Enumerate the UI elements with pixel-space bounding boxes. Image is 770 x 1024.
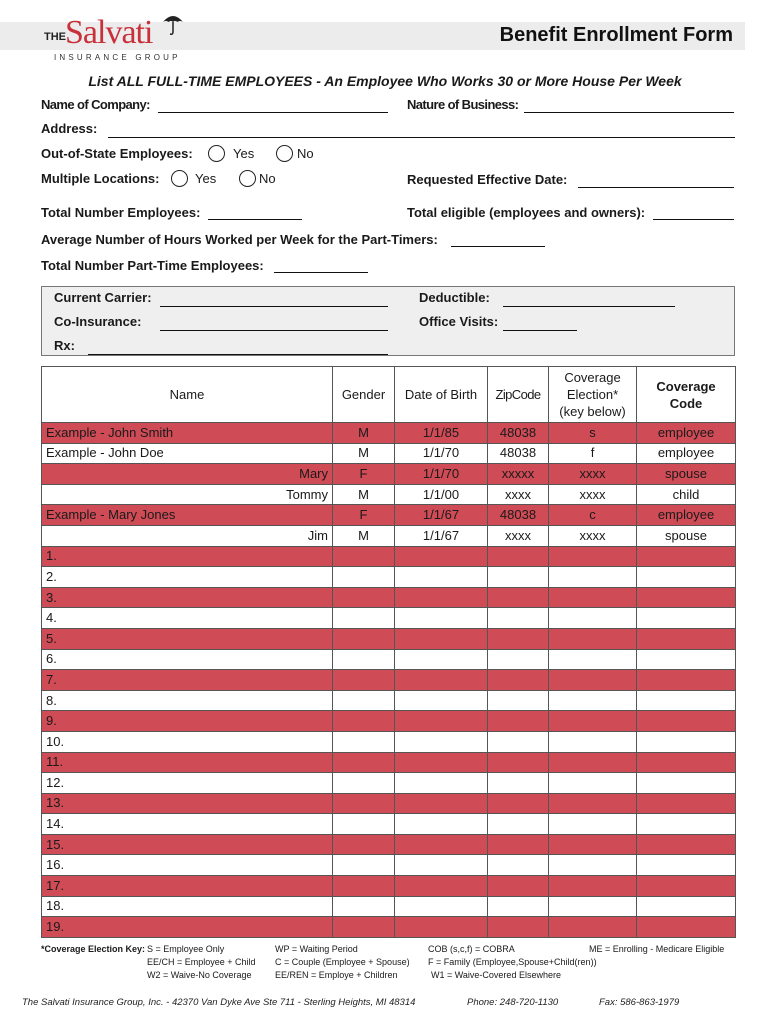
office-visits-input-line[interactable] — [503, 330, 577, 331]
cell-gender[interactable] — [333, 567, 395, 588]
total-eligible-label: Total eligible (employees and owners): — [407, 205, 646, 220]
cell-dob[interactable] — [395, 834, 488, 855]
cell-zip[interactable] — [488, 587, 549, 608]
cell-zip: xxxx — [488, 484, 549, 505]
cell-dob: 1/1/70 — [395, 464, 488, 485]
total-employees-label: Total Number Employees: — [41, 205, 201, 220]
cell-code[interactable] — [637, 587, 736, 608]
cell-gender[interactable] — [333, 773, 395, 794]
table-row[interactable] — [42, 855, 736, 876]
table-row[interactable] — [42, 649, 736, 670]
cell-zip: 48038 — [488, 443, 549, 464]
cell-election: xxxx — [549, 464, 637, 485]
cell-code[interactable] — [637, 793, 736, 814]
logo-insurance-group: INSURANCE GROUP — [54, 53, 181, 62]
cell-gender[interactable] — [333, 546, 395, 567]
key-eeren: EE/REN = Employe + Children — [275, 970, 398, 980]
cell-dob[interactable] — [395, 793, 488, 814]
cell-election: xxxx — [549, 484, 637, 505]
cell-election[interactable] — [549, 876, 637, 897]
cell-election[interactable] — [549, 814, 637, 835]
cell-code[interactable] — [637, 608, 736, 629]
cell-dob[interactable] — [395, 608, 488, 629]
key-w1: W1 = Waive-Covered Elsewhere — [431, 970, 561, 980]
cell-zip: xxxx — [488, 525, 549, 546]
header-zip: ZipCode — [488, 367, 549, 423]
cell-name: Mary — [42, 464, 333, 485]
company-input-line[interactable] — [158, 112, 388, 113]
table-row[interactable] — [42, 670, 736, 691]
cell-dob[interactable] — [395, 917, 488, 938]
example-row — [42, 443, 736, 464]
cell-gender[interactable] — [333, 608, 395, 629]
cell-name: Tommy — [42, 484, 333, 505]
table-row[interactable] — [42, 711, 736, 732]
out-of-state-no-radio[interactable] — [276, 145, 293, 162]
cell-code[interactable] — [637, 546, 736, 567]
cell-election[interactable] — [549, 793, 637, 814]
cell-election[interactable] — [549, 711, 637, 732]
cell-code[interactable] — [637, 628, 736, 649]
cell-code: employee — [637, 423, 736, 444]
cell-name[interactable]: 18. — [42, 896, 333, 917]
company-label: Name of Company: — [41, 97, 150, 112]
cell-name: Example - Mary Jones — [42, 505, 333, 526]
cell-name[interactable]: 4. — [42, 608, 333, 629]
key-f: F = Family (Employee,Spouse+Child(ren)) — [428, 957, 597, 967]
table-row[interactable] — [42, 917, 736, 938]
cell-gender: F — [333, 464, 395, 485]
cell-dob: 1/1/67 — [395, 505, 488, 526]
cell-zip[interactable] — [488, 628, 549, 649]
address-label: Address: — [41, 121, 98, 136]
footer-fax: Fax: 586-863-1979 — [599, 997, 680, 1008]
cell-zip[interactable] — [488, 896, 549, 917]
cell-zip[interactable] — [488, 876, 549, 897]
cell-dob[interactable] — [395, 855, 488, 876]
table-row[interactable] — [42, 773, 736, 794]
cell-election[interactable] — [549, 690, 637, 711]
cell-gender: M — [333, 443, 395, 464]
nature-label: Nature of Business: — [407, 97, 519, 112]
cell-code[interactable] — [637, 896, 736, 917]
cell-code: employee — [637, 505, 736, 526]
cell-zip[interactable] — [488, 773, 549, 794]
cell-gender[interactable] — [333, 752, 395, 773]
cell-code[interactable] — [637, 731, 736, 752]
key-wp: WP = Waiting Period — [275, 944, 358, 954]
cell-name: Jim — [42, 525, 333, 546]
cell-election: xxxx — [549, 525, 637, 546]
cell-election[interactable] — [549, 628, 637, 649]
cell-dob[interactable] — [395, 814, 488, 835]
table-row[interactable] — [42, 876, 736, 897]
table-header-row — [42, 367, 736, 423]
cell-gender[interactable] — [333, 690, 395, 711]
cell-gender[interactable] — [333, 628, 395, 649]
header-coverage-code — [637, 367, 736, 423]
cell-dob[interactable] — [395, 896, 488, 917]
cell-name[interactable]: 9. — [42, 711, 333, 732]
cell-name[interactable]: 6. — [42, 649, 333, 670]
cell-election[interactable] — [549, 731, 637, 752]
address-input-line[interactable] — [108, 137, 735, 138]
cell-election: f — [549, 443, 637, 464]
header-dob: Date of Birth — [395, 367, 488, 423]
table-row[interactable] — [42, 628, 736, 649]
cell-code[interactable] — [637, 649, 736, 670]
cell-gender: M — [333, 484, 395, 505]
rx-label: Rx: — [54, 338, 75, 353]
multiple-locations-no-label: No — [259, 171, 276, 186]
key-eech: EE/CH = Employee + Child — [147, 957, 256, 967]
cell-dob[interactable] — [395, 773, 488, 794]
cell-gender[interactable] — [333, 711, 395, 732]
avg-hours-label: Average Number of Hours Worked per Week for the Part-Timers: — [41, 232, 438, 247]
header-election-line2: Election* — [566, 387, 619, 402]
multiple-locations-yes-radio[interactable] — [171, 170, 188, 187]
effective-date-label: Requested Effective Date: — [407, 172, 568, 187]
table-row[interactable] — [42, 814, 736, 835]
out-of-state-yes-label: Yes — [233, 146, 255, 161]
header-code-line2: Code — [669, 395, 703, 411]
cell-zip[interactable] — [488, 649, 549, 670]
header-election-line3: (key below) — [559, 404, 626, 419]
effective-date-input-line[interactable] — [578, 187, 734, 188]
logo-name: Salvati — [65, 14, 153, 51]
table-row[interactable] — [42, 793, 736, 814]
cell-name[interactable]: 3. — [42, 587, 333, 608]
logo-the: THE — [44, 31, 66, 43]
key-title: *Coverage Election Key: — [41, 944, 146, 954]
multiple-locations-label: Multiple Locations: — [41, 171, 160, 186]
cell-name[interactable]: 2. — [42, 567, 333, 588]
cell-zip[interactable] — [488, 855, 549, 876]
cell-name[interactable]: 15. — [42, 834, 333, 855]
table-row[interactable] — [42, 587, 736, 608]
table-row[interactable] — [42, 546, 736, 567]
office-visits-label: Office Visits: — [419, 314, 499, 329]
co-insurance-label: Co-Insurance: — [54, 314, 142, 329]
cell-name[interactable]: 7. — [42, 670, 333, 691]
cell-gender[interactable] — [333, 587, 395, 608]
cell-election[interactable] — [549, 896, 637, 917]
cell-code[interactable] — [637, 752, 736, 773]
umbrella-icon — [162, 12, 184, 36]
out-of-state-label: Out-of-State Employees: — [41, 146, 193, 161]
example-row — [42, 505, 736, 526]
cell-gender[interactable] — [333, 731, 395, 752]
cell-code[interactable] — [637, 834, 736, 855]
cell-gender: M — [333, 423, 395, 444]
cell-election[interactable] — [549, 773, 637, 794]
cell-election[interactable] — [549, 917, 637, 938]
cell-name[interactable]: 8. — [42, 690, 333, 711]
multiple-locations-yes-label: Yes — [195, 171, 217, 186]
cell-code[interactable] — [637, 814, 736, 835]
cell-code[interactable] — [637, 876, 736, 897]
cell-zip[interactable] — [488, 608, 549, 629]
cell-election[interactable] — [549, 670, 637, 691]
subtitle: List ALL FULL-TIME EMPLOYEES - An Employee Who Works 30 or More House Per Week — [88, 73, 682, 89]
key-w2: W2 = Waive-No Coverage — [147, 970, 252, 980]
header-code-line1: Coverage — [656, 378, 716, 394]
total-part-time-label: Total Number Part-Time Employees: — [41, 258, 264, 273]
table-row[interactable] — [42, 731, 736, 752]
cell-election[interactable] — [549, 649, 637, 670]
cell-zip[interactable] — [488, 731, 549, 752]
cell-gender[interactable] — [333, 917, 395, 938]
cell-code[interactable] — [637, 670, 736, 691]
cell-code[interactable] — [637, 690, 736, 711]
cell-zip[interactable] — [488, 793, 549, 814]
cell-name: Example - John Smith — [42, 423, 333, 444]
cell-code[interactable] — [637, 855, 736, 876]
cell-dob[interactable] — [395, 711, 488, 732]
salvati-logo — [40, 12, 190, 64]
cell-name[interactable]: 19. — [42, 917, 333, 938]
table-row[interactable] — [42, 690, 736, 711]
cell-name[interactable]: 17. — [42, 876, 333, 897]
cell-code: employee — [637, 443, 736, 464]
cell-dob: 1/1/70 — [395, 443, 488, 464]
cell-name[interactable]: 16. — [42, 855, 333, 876]
current-carrier-input-line[interactable] — [160, 306, 388, 307]
cell-dob: 1/1/67 — [395, 525, 488, 546]
cell-gender[interactable] — [333, 670, 395, 691]
cell-zip[interactable] — [488, 752, 549, 773]
current-carrier-label: Current Carrier: — [54, 290, 152, 305]
cell-election[interactable] — [549, 834, 637, 855]
out-of-state-yes-radio[interactable] — [208, 145, 225, 162]
table-row[interactable] — [42, 896, 736, 917]
table-row[interactable] — [42, 752, 736, 773]
cell-dob: 1/1/00 — [395, 484, 488, 505]
cell-code[interactable] — [637, 773, 736, 794]
cell-name[interactable]: 11. — [42, 752, 333, 773]
total-part-time-input-line[interactable] — [274, 272, 368, 273]
cell-dob[interactable] — [395, 690, 488, 711]
example-row — [42, 525, 736, 546]
cell-dob[interactable] — [395, 670, 488, 691]
rx-input-line[interactable] — [88, 354, 388, 355]
cell-gender[interactable] — [333, 649, 395, 670]
cell-election[interactable] — [549, 855, 637, 876]
cell-gender[interactable] — [333, 855, 395, 876]
out-of-state-no-label: No — [297, 146, 314, 161]
form-title: Benefit Enrollment Form — [499, 24, 733, 46]
key-s: S = Employee Only — [147, 944, 225, 954]
cell-dob[interactable] — [395, 628, 488, 649]
co-insurance-input-line[interactable] — [160, 330, 388, 331]
cell-name[interactable]: 14. — [42, 814, 333, 835]
example-row — [42, 423, 736, 444]
key-cob: COB (s,c,f) = COBRA — [428, 944, 515, 954]
cell-dob: 1/1/85 — [395, 423, 488, 444]
cell-zip[interactable] — [488, 711, 549, 732]
cell-zip: xxxxx — [488, 464, 549, 485]
header-name: Name — [42, 367, 333, 423]
header-coverage-election — [549, 367, 637, 423]
footer-phone: Phone: 248-720-1130 — [467, 997, 559, 1008]
example-row — [42, 464, 736, 485]
cell-dob[interactable] — [395, 649, 488, 670]
cell-name[interactable]: 10. — [42, 731, 333, 752]
cell-election[interactable] — [549, 567, 637, 588]
cell-gender[interactable] — [333, 876, 395, 897]
header-election-line1: Coverage — [564, 370, 621, 385]
cell-dob[interactable] — [395, 587, 488, 608]
cell-name[interactable]: 1. — [42, 546, 333, 567]
cell-zip[interactable] — [488, 670, 549, 691]
cell-election[interactable] — [549, 587, 637, 608]
cell-dob[interactable] — [395, 752, 488, 773]
cell-election[interactable] — [549, 608, 637, 629]
cell-code[interactable] — [637, 567, 736, 588]
table-row[interactable] — [42, 567, 736, 588]
multiple-locations-no-radio[interactable] — [239, 170, 256, 187]
example-row — [42, 484, 736, 505]
table-row[interactable] — [42, 608, 736, 629]
cell-name[interactable]: 5. — [42, 628, 333, 649]
header-gender: Gender — [333, 367, 395, 423]
cell-zip[interactable] — [488, 814, 549, 835]
cell-code: spouse — [637, 525, 736, 546]
cell-gender: M — [333, 525, 395, 546]
cell-zip[interactable] — [488, 834, 549, 855]
nature-input-line[interactable] — [524, 112, 734, 113]
cell-dob[interactable] — [395, 567, 488, 588]
deductible-input-line[interactable] — [503, 306, 675, 307]
cell-gender[interactable] — [333, 814, 395, 835]
cell-zip[interactable] — [488, 546, 549, 567]
total-eligible-input-line[interactable] — [653, 219, 734, 220]
cell-zip: 48038 — [488, 423, 549, 444]
cell-gender[interactable] — [333, 834, 395, 855]
deductible-label: Deductible: — [419, 290, 490, 305]
cell-election[interactable] — [549, 546, 637, 567]
cell-name[interactable]: 12. — [42, 773, 333, 794]
cell-gender[interactable] — [333, 896, 395, 917]
cell-zip: 48038 — [488, 505, 549, 526]
cell-zip[interactable] — [488, 567, 549, 588]
cell-dob[interactable] — [395, 546, 488, 567]
cell-zip[interactable] — [488, 917, 549, 938]
cell-election: c — [549, 505, 637, 526]
footer-address: The Salvati Insurance Group, Inc. - 42370 Van Dyke Ave Ste 711 - Sterling Heights, MI 48314 — [22, 997, 416, 1008]
cell-gender[interactable] — [333, 793, 395, 814]
cell-election[interactable] — [549, 752, 637, 773]
cell-code: spouse — [637, 464, 736, 485]
avg-hours-input-line[interactable] — [451, 246, 545, 247]
cell-code: child — [637, 484, 736, 505]
cell-name[interactable]: 13. — [42, 793, 333, 814]
cell-gender: F — [333, 505, 395, 526]
key-me: ME = Enrolling - Medicare Eligible — [589, 944, 725, 954]
table-row[interactable] — [42, 834, 736, 855]
employee-table — [41, 366, 736, 938]
cell-dob[interactable] — [395, 731, 488, 752]
cell-code[interactable] — [637, 917, 736, 938]
cell-zip[interactable] — [488, 690, 549, 711]
cell-election: s — [549, 423, 637, 444]
cell-code[interactable] — [637, 711, 736, 732]
cell-dob[interactable] — [395, 876, 488, 897]
key-c: C = Couple (Employee + Spouse) — [275, 957, 410, 967]
total-employees-input-line[interactable] — [208, 219, 302, 220]
cell-name: Example - John Doe — [42, 443, 333, 464]
